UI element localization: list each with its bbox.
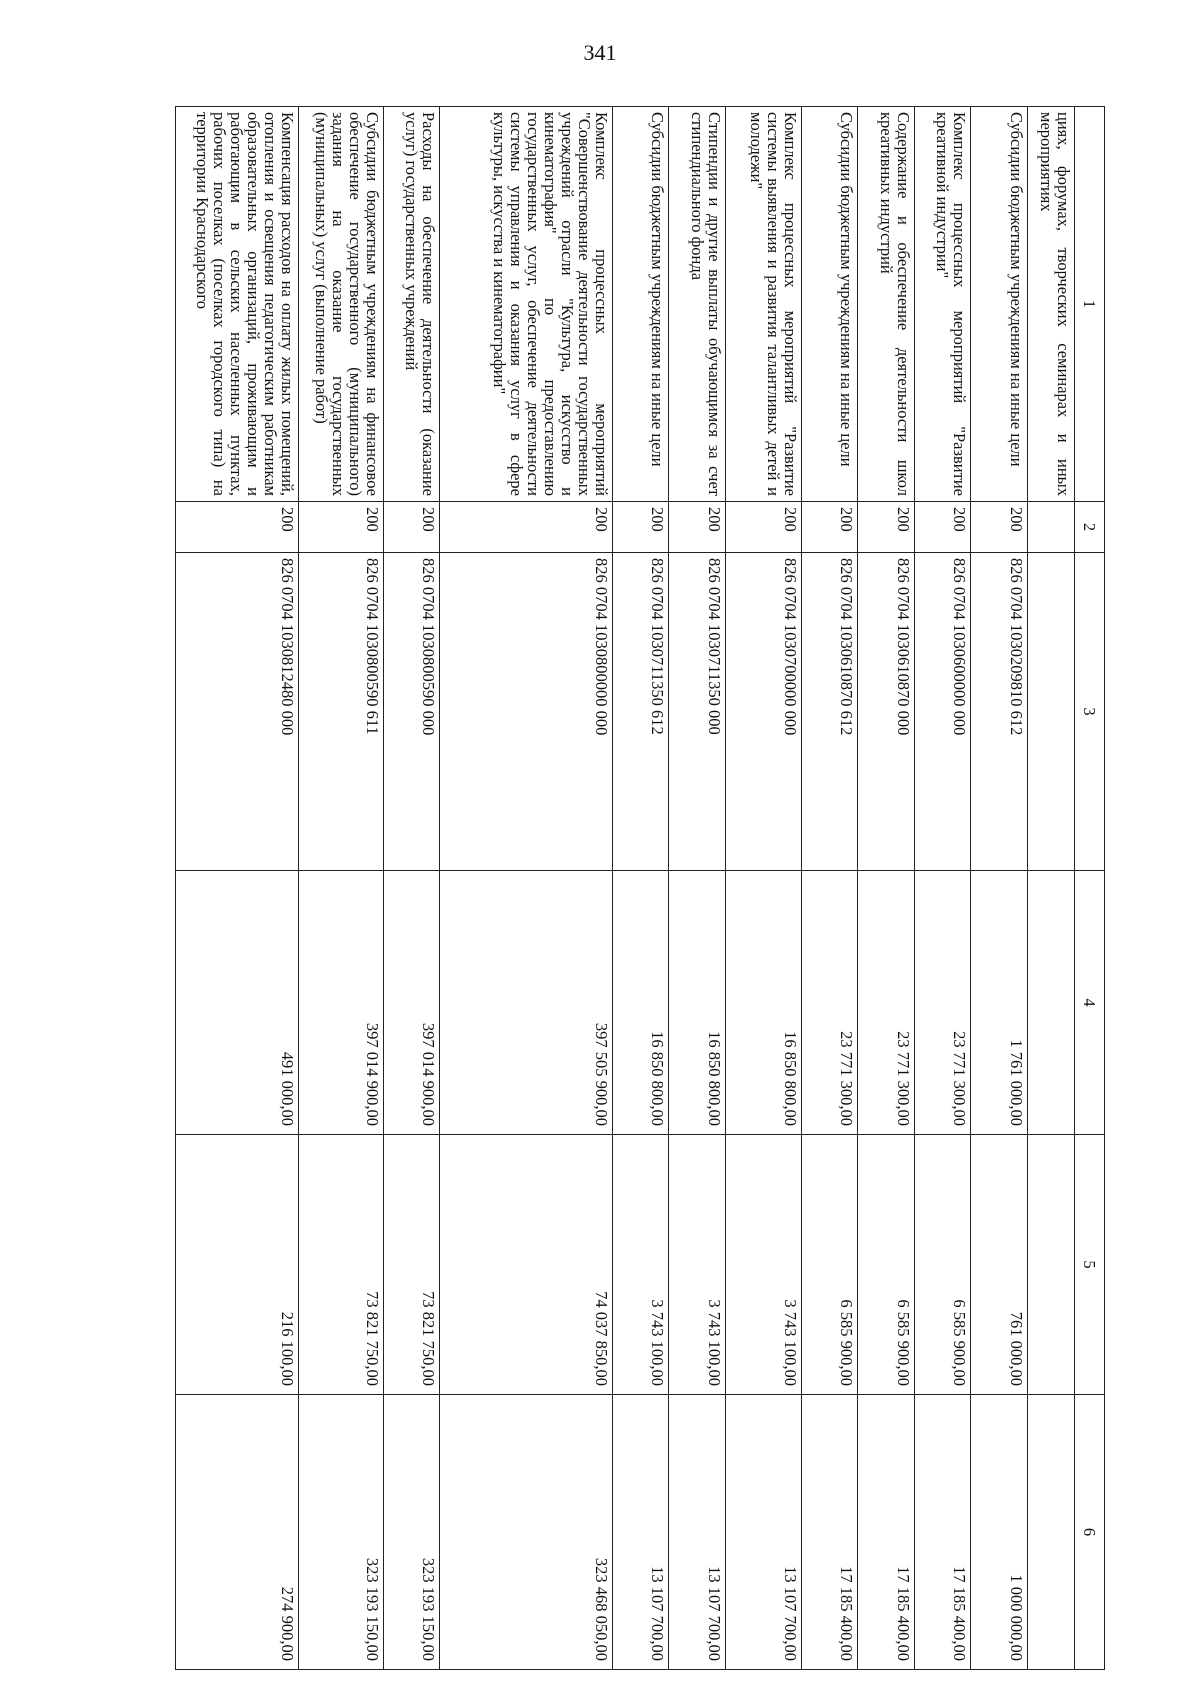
row-classification-cell: 826 0704 1030812480 000 — [176, 553, 299, 871]
row-code-cell: 200 — [725, 502, 801, 553]
row-col4-cell: 397 505 900,00 — [440, 871, 613, 1135]
row-classification-cell — [1027, 553, 1074, 871]
row-classification-cell: 826 0704 1030800000 000 — [440, 553, 613, 871]
row-code-cell: 200 — [971, 502, 1027, 553]
row-col4-cell: 16 850 800,00 — [669, 871, 725, 1135]
budget-table-rotated — [175, 106, 1105, 1669]
row-col5-cell — [1027, 1135, 1074, 1395]
row-col6-cell: 13 107 700,00 — [725, 1395, 801, 1670]
row-col5-cell: 6 585 900,00 — [858, 1135, 914, 1395]
table-row — [176, 107, 299, 1670]
row-classification-cell: 826 0704 1030800590 611 — [299, 553, 383, 871]
row-classification-cell: 826 0704 1030711350 612 — [612, 553, 668, 871]
row-col5-cell: 3 743 100,00 — [725, 1135, 801, 1395]
row-col5-cell: 73 821 750,00 — [383, 1135, 439, 1395]
row-code-cell: 200 — [612, 502, 668, 553]
row-col4-cell: 397 014 900,00 — [383, 871, 439, 1135]
row-col6-cell: 1 000 000,00 — [971, 1395, 1027, 1670]
row-col4-cell: 16 850 800,00 — [725, 871, 801, 1135]
row-name-cell: Стипендии и другие выплаты обучающимся за счет стипендиального фонда — [669, 107, 725, 502]
row-name-cell: Комплекс процессных мероприятий "Развитие системы выявления и развития талантливых детей и молодежи" — [725, 107, 801, 502]
row-col6-cell: 323 468 050,00 — [440, 1395, 613, 1670]
row-col5-cell: 6 585 900,00 — [801, 1135, 857, 1395]
header-cell: 3 — [1075, 553, 1105, 871]
row-code-cell: 200 — [801, 502, 857, 553]
row-col6-cell: 17 185 400,00 — [801, 1395, 857, 1670]
row-col4-cell: 23 771 300,00 — [801, 871, 857, 1135]
header-row — [1075, 107, 1105, 1670]
row-col5-cell: 3 743 100,00 — [669, 1135, 725, 1395]
row-name-cell: Компенсация расходов на оплату жилых помещений, отопления и освещения педагогическим работникам образовательных организаций, проживающим и работающим в сельских населенных пунктах, рабочих поселках (поселках городского типа) на территории Краснодарского — [176, 107, 299, 502]
row-code-cell — [1027, 502, 1074, 553]
row-col5-cell: 761 000,00 — [971, 1135, 1027, 1395]
row-name-cell: Субсидии бюджетным учреждениям на иные цели — [971, 107, 1027, 502]
row-name-cell: Комплекс процессных мероприятий "Совершенствование деятельности государственных учреждений отрасли "Культура, искусство и кинематография" по предоставлению государственных услуг, обеспечение деятельности системы управления и оказания услуг в сфере культуры, искусства и кинематографии" — [440, 107, 613, 502]
row-name-cell: Субсидии бюджетным учреждениям на финансовое обеспечение государственного (муниципального) задания на оказание государственных (муниципальных) услуг (выполнение работ) — [299, 107, 383, 502]
row-col4-cell: 491 000,00 — [176, 871, 299, 1135]
table-row — [299, 107, 383, 1670]
row-col6-cell: 323 193 150,00 — [299, 1395, 383, 1670]
row-col6-cell: 13 107 700,00 — [669, 1395, 725, 1670]
row-col5-cell: 216 100,00 — [176, 1135, 299, 1395]
row-classification-cell: 826 0704 1030610870 000 — [858, 553, 914, 871]
table-row — [858, 107, 914, 1670]
header-cell: 5 — [1075, 1135, 1105, 1395]
table-row — [725, 107, 801, 1670]
row-col5-cell: 74 037 850,00 — [440, 1135, 613, 1395]
row-col6-cell: 17 185 400,00 — [914, 1395, 970, 1670]
row-name-cell: Расходы на обеспечение деятельности (оказание услуг) государственных учреждений — [383, 107, 439, 502]
table-row — [801, 107, 857, 1670]
row-name-cell: Комплекс процессных мероприятий "Развитие креативной индустрии" — [914, 107, 970, 502]
row-col4-cell: 1 761 000,00 — [971, 871, 1027, 1135]
row-name-cell: циях, форумах, творческих семинарах и иных мероприятиях — [1027, 107, 1074, 502]
row-col6-cell: 274 900,00 — [176, 1395, 299, 1670]
row-col4-cell — [1027, 871, 1074, 1135]
table-row — [914, 107, 970, 1670]
header-cell: 2 — [1075, 502, 1105, 553]
table-row — [669, 107, 725, 1670]
table-row — [1027, 107, 1074, 1670]
row-col4-cell: 16 850 800,00 — [612, 871, 668, 1135]
table-row — [612, 107, 668, 1670]
row-code-cell: 200 — [669, 502, 725, 553]
row-name-cell: Содержание и обеспечение деятельности школ креативных индустрий — [858, 107, 914, 502]
row-code-cell: 200 — [914, 502, 970, 553]
row-col4-cell: 397 014 900,00 — [299, 871, 383, 1135]
row-classification-cell: 826 0704 1030700000 000 — [725, 553, 801, 871]
row-code-cell: 200 — [858, 502, 914, 553]
row-classification-cell: 826 0704 1030600000 000 — [914, 553, 970, 871]
row-classification-cell: 826 0704 1030610870 612 — [801, 553, 857, 871]
table-row — [383, 107, 439, 1670]
row-col4-cell: 23 771 300,00 — [914, 871, 970, 1135]
row-code-cell: 200 — [176, 502, 299, 553]
header-cell: 1 — [1075, 107, 1105, 502]
row-code-cell: 200 — [383, 502, 439, 553]
row-code-cell: 200 — [440, 502, 613, 553]
row-classification-cell: 826 0704 1030209810 612 — [971, 553, 1027, 871]
row-col6-cell: 323 193 150,00 — [383, 1395, 439, 1670]
row-classification-cell: 826 0704 1030800590 000 — [383, 553, 439, 871]
row-classification-cell: 826 0704 1030711350 000 — [669, 553, 725, 871]
row-col4-cell: 23 771 300,00 — [858, 871, 914, 1135]
row-col5-cell: 73 821 750,00 — [299, 1135, 383, 1395]
row-col5-cell: 3 743 100,00 — [612, 1135, 668, 1395]
header-cell: 4 — [1075, 871, 1105, 1135]
row-col5-cell: 6 585 900,00 — [914, 1135, 970, 1395]
table-row — [440, 107, 613, 1670]
table-row — [971, 107, 1027, 1670]
row-col6-cell — [1027, 1395, 1074, 1670]
row-code-cell: 200 — [299, 502, 383, 553]
header-cell: 6 — [1075, 1395, 1105, 1670]
row-name-cell: Субсидии бюджетным учреждениям на иные цели — [801, 107, 857, 502]
page-number: 341 — [583, 40, 617, 65]
row-col6-cell: 17 185 400,00 — [858, 1395, 914, 1670]
budget-table — [175, 106, 1105, 1670]
row-name-cell: Субсидии бюджетным учреждениям на иные цели — [612, 107, 668, 502]
row-col6-cell: 13 107 700,00 — [612, 1395, 668, 1670]
